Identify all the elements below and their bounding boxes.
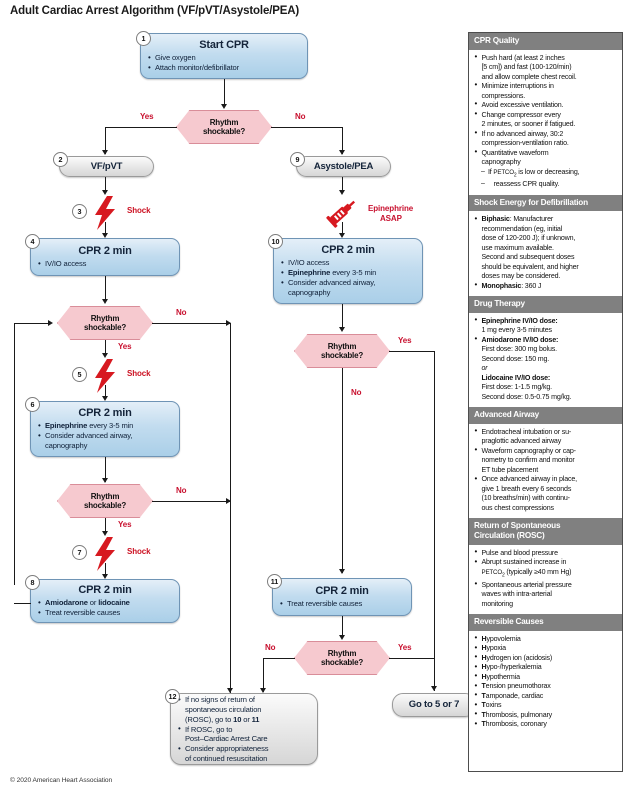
list-item: • Treat reversible causes [279,599,405,608]
step-number-12: 12 [165,689,180,704]
list-item: capnography [481,158,521,166]
list-item: compression-ventilation ratio. [481,139,569,147]
box-title: CPR 2 min [78,583,132,596]
page-title: Adult Cardiac Arrest Algorithm (VF/pVT/Asystole/PEA) [10,5,300,17]
box-start-cpr[interactable] [140,33,308,79]
list-item: use maximum available. [481,243,554,252]
list-item: • Amiodarone or lidocaine [37,598,173,607]
connector [263,658,295,659]
decision-label-line1: Rhythm [90,491,120,501]
list-item: • Thrombosis, coronary [474,720,617,729]
list-item: recommendation (eg, initial [481,224,563,233]
label-yes-1: Yes [140,112,154,121]
list-item: • Hypovolemia [474,635,617,644]
list-item: • Tamponade, cardiac [474,692,617,701]
connector [105,127,177,128]
list-item: [5 cm]) and fast (100-120/min) [481,63,572,71]
list-item: monitoring [481,599,513,608]
box-title: CPR 2 min [78,406,132,419]
arrowhead [102,478,108,483]
list-item: spontaneous circulation [185,705,262,715]
list-item: should be equivalent, and higher [481,262,579,271]
list-item: • Hypo-/hyperkalemia [474,663,617,672]
list-item: • Epinephrine every 3-5 min [280,268,416,277]
list-item: Post–Cardiac Arrest Care [185,734,268,744]
list-item: • Treat reversible causes [37,608,173,617]
list-item: • Push hard (at least 2 inches [474,54,617,63]
list-item: • Avoid excessive ventilation. [474,101,617,110]
decision-rhythm-shockable-2[interactable] [57,306,153,340]
list-item: • IV/IO access [37,259,173,268]
list-item: Second dose: 150 mg. [481,354,550,363]
connector [14,323,15,585]
list-item: – If $PETCO_2$ is low or decreasing, [474,168,617,180]
label-epinephrine-asap-line1: Epinephrine [368,204,414,213]
box-list [147,53,301,73]
box-list [37,421,173,450]
connector [224,79,225,107]
arrowhead [339,327,345,332]
list-item: • If no advanced airway, 30:2 [474,130,617,139]
connector [389,658,435,659]
list-item: • Consider advanced airway, [280,278,416,287]
step-number-2: 2 [53,152,68,167]
box-vf-pvt[interactable] [59,156,154,177]
list-item: • Hypoxia [474,644,617,653]
arrowhead [221,104,227,109]
list-item: dose of 120-200 J); if unknown, [481,234,576,243]
list-item: ous chest compressions [481,503,554,512]
decision-label-line1: Rhythm [327,648,357,658]
list-item: • Toxins [474,701,617,710]
list-item: • Minimize interruptions in [474,82,617,91]
connector [271,127,343,128]
connector [14,603,31,604]
list-item: praglottic advanced airway [481,437,562,446]
section-body-cpr-quality [469,50,622,195]
section-heading-cpr-quality: CPR Quality [469,33,622,50]
section-body-rosc [469,545,622,614]
label-shock-5: Shock [127,369,151,378]
section-heading-advanced-airway: Advanced Airway [469,407,622,424]
box-list [37,598,173,618]
list-item-text: every 3-5 min [89,421,134,431]
list-item-text: every 3-5 min [332,268,377,278]
box-cpr-2min-6[interactable] [30,401,180,457]
arrowhead [339,569,345,574]
list-item: • Hydrogen ion (acidosis) [474,654,617,663]
decision-label-line1: Rhythm [327,341,357,351]
list-item: • Spontaneous arterial pressure [474,581,617,590]
connector [152,501,230,502]
label-no-1: No [295,112,306,121]
label-yes-2: Yes [118,342,132,351]
list-item: • If no signs of return of [177,695,311,704]
arrowhead [102,353,108,358]
connector [342,368,343,573]
list-item: and allow complete chest recoil. [481,72,577,81]
list-item: • Give oxygen [147,53,301,62]
list-item: • Pulse and blood pressure [474,549,617,558]
list-item: doses may be considered. [481,272,561,281]
box-list [279,599,405,609]
box-title: CPR 2 min [321,243,375,256]
list-item: First dose: 300 mg bolus. [481,345,557,354]
list-item: of continued resuscitation [185,754,268,763]
arrowhead [431,686,437,691]
decision-label-line2: shockable? [320,658,364,667]
box-title: CPR 2 min [315,584,369,597]
step-number-10: 10 [268,234,283,249]
box-list [280,258,416,297]
arrowhead [102,190,108,195]
list-item: • Thrombosis, pulmonary [474,711,617,720]
list-item: • Waveform capnography or cap- [474,447,617,456]
box-asystole-pea[interactable] [296,156,391,177]
list-item: Second dose: 0.5-0.75 mg/kg. [481,392,572,401]
decision-rhythm-shockable-3[interactable] [57,484,153,518]
label-yes-3: Yes [118,520,132,529]
box-list [37,259,173,269]
box-cpr-2min-10[interactable] [273,238,423,304]
box-title: Go to 5 or 7 [408,699,460,710]
box-title: Start CPR [199,38,249,51]
step-number-8: 8 [25,575,40,590]
list-item: 1 mg every 3-5 minutes [481,326,552,335]
section-heading-drug-therapy: Drug Therapy [469,296,622,313]
list-item: ET tube placement [481,465,539,474]
list-item: give 1 breath every 6 seconds [481,484,572,493]
step-number-7: 7 [72,545,87,560]
copyright-footer: © 2020 American Heart Association [10,777,113,784]
box-go-to-5-or-7[interactable] [392,693,476,717]
box-title: VF/pVT [90,160,123,172]
section-heading-shock-energy: Shock Energy for Defibrillation [469,195,622,212]
section-body-shock-energy [469,211,622,296]
list-item: • Consider advanced airway, [37,431,173,440]
arrowhead [48,320,53,326]
list-item: • If ROSC, go to [177,725,311,734]
list-item: • Quantitative waveform [474,149,617,158]
arrowhead [102,531,108,536]
list-item: • Tension pneumothorax [474,682,617,691]
decision-label-line1: Rhythm [209,117,239,127]
list-item: (ROSC), go to 10 or 11 [185,714,260,724]
decision-rhythm-shockable-5[interactable] [294,641,390,675]
list-item: – reassess CPR quality. [474,180,617,189]
label-no-4: No [351,388,362,397]
list-item: • Hypothermia [474,673,617,682]
label-no-2: No [176,308,187,317]
list-item: • Endotracheal intubation or su- [474,428,617,437]
connector [263,658,264,692]
label-no-3: No [176,486,187,495]
box-cpr-2min-8[interactable] [30,579,180,623]
list-item: • Attach monitor/defibrillator [147,63,301,72]
arrowhead [102,299,108,304]
section-body-drug-therapy [469,313,622,408]
list-item: First dose: 1-1.5 mg/kg. [481,383,552,392]
list-item: or [481,364,488,373]
arrowhead [102,150,108,155]
list-item: • Biphasic: Manufacturer [474,215,617,224]
list-item: capnography [45,440,88,450]
connector [389,351,435,352]
section-heading-rosc: Return of Spontaneous Circulation (ROSC) [469,518,622,545]
decision-rhythm-shockable-4[interactable] [294,334,390,368]
connector [230,323,231,693]
list-item: • Change compressor every [474,111,617,120]
list-item: • Epinephrine IV/IO dose: [474,317,617,326]
step-number-4: 4 [25,234,40,249]
decision-label-line2: shockable? [83,323,127,332]
decision-label-line2: shockable? [320,351,364,360]
section-body-advanced-airway [469,424,622,519]
list-item: capnography [288,287,331,297]
step-number-5: 5 [72,367,87,382]
arrowhead [339,635,345,640]
decision-label-line1: Rhythm [90,313,120,323]
step-number-6: 6 [25,397,40,412]
label-no-5: No [265,643,276,652]
list-item: • Epinephrine every 3-5 min [37,421,173,430]
list-item: • Consider appropriateness [177,744,311,753]
arrowhead [339,150,345,155]
decision-rhythm-shockable-1[interactable] [176,110,272,144]
box-post-arrest-guidance-12[interactable] [170,693,318,765]
label-yes-5: Yes [398,643,412,652]
step-number-1: 1 [136,31,151,46]
list-item: Second and subsequent doses [481,253,575,262]
connector [434,351,435,691]
list-item: • Once advanced airway in place, [474,475,617,484]
list-item: Lidocaine IV/IO dose: [481,373,551,382]
step-number-11: 11 [267,574,282,589]
list-item: (10 breaths/min) with continu- [481,494,570,503]
box-title: CPR 2 min [78,244,132,257]
connector [152,323,230,324]
list-item: waves with intra-arterial [481,590,552,599]
list-item: $PETCO_2$ (typically ≥40 mm Hg) [481,567,572,579]
label-yes-4: Yes [398,336,412,345]
list-item: • Amiodarone IV/IO dose: [474,336,617,345]
list-item: 2 minutes, or sooner if fatigued. [481,120,576,128]
box-cpr-2min-4[interactable] [30,238,180,276]
arrowhead [339,190,345,195]
label-shock-3: Shock [127,206,151,215]
label-epinephrine-asap-line2: ASAP [380,214,402,223]
box-cpr-2min-11[interactable] [272,578,412,616]
decision-label-line2: shockable? [83,501,127,510]
reference-sidebar [468,32,623,772]
section-heading-reversible-causes: Reversible Causes [469,614,622,631]
box-list [177,695,311,764]
list-item: compressions. [481,91,526,100]
step-number-9: 9 [290,152,305,167]
box-title: Asystole/PEA [313,160,374,172]
decision-label-line2: shockable? [202,127,246,136]
list-item: • IV/IO access [280,258,416,267]
list-item: • Monophasic: 360 J [474,282,617,291]
label-shock-7: Shock [127,547,151,556]
step-number-3: 3 [72,204,87,219]
list-item: • Abrupt sustained increase in [474,558,617,567]
list-item: nometry to confirm and monitor [481,456,575,465]
section-body-reversible-causes [469,631,622,735]
connector [14,323,49,324]
